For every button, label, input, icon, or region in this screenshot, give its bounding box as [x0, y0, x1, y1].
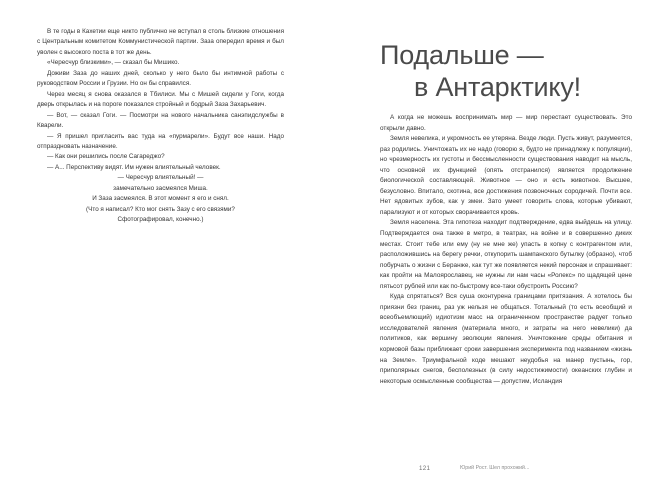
paragraph-centered: (Что я написал? Кто мог снять Зазу с его связями? [86, 205, 235, 213]
paragraph-centered: Сфотографировал, конечно.) [117, 216, 204, 224]
paragraph-centered: И Заза засмеялся. В этот момент я его и снял. [92, 195, 229, 203]
paragraph: — Как они решились после Сагареджо? [47, 153, 165, 161]
paragraph: Земля населена. Эта гипотеза находит подтверждение, едва выйдешь на улицу. Подтверждается она также в метро, в театрах, на войне и в совершенно диких местах. Стоит тебе или ему (ну не мне же) упасть в копну с контрагентом или, расположившись на берегу речки, откупорить шампанского бутылку (образно), чтоб побурчать о жизни с Беранже, как тут же появляется некий персонаж и спрашивает: как пройти на Малоярославец, не нужны ли нам часы «Ролекс» по щадящей цене пятьсот рублей или как по-быстрому все-таки обустроить Россию? [380, 219, 632, 290]
paragraph-centered: замечательно засмеялся Миша. [113, 184, 208, 192]
left-page [0, 0, 328, 500]
right-text-column [380, 113, 632, 387]
paragraph: Земля невелика, и укромность ее утеряна. Везде люди. Пусть живут, разумеется, раз родились. Уничтожать их не надо (говорю я, будто не принадлежу к популяции), но чрезмерность их густоты и бессмысленности существования наводит на мысль, что основной их функцией (опять отстранился) является продолжение биологической составляющей. Животное — оно и есть животное. Высшее, безусловно. Впитало, скотина, все достижения позвоночных сородичей. Почти все. Нет ядовитых зубов, как у змеи. Зато умеет говорить слова, которые убивают, парализуют и от которых сворачивается кровь. [380, 135, 632, 216]
paragraph-centered: — Чересчур влиятельный! — [117, 174, 204, 182]
paragraph: — Вот, — сказал Гоги. — Посмотри на нового начальника санэпидслужбы в Кварели. [37, 111, 284, 130]
running-head: Юрий Рост. Шел прохожий... [460, 465, 530, 471]
paragraph: Через месяц я снова оказался в Тбилиси. Мы с Мишей сидели у Гоги, когда дверь открылась и на пороге показался стройный и бодрый Заза Захарьевич. [37, 90, 284, 109]
paragraph: Куда спрятаться? Вся суша оконтурена границами притязания. А хотелось бы приязни без границ, раз уж нельзя не общаться. Тотальный (то есть всеобщий и всеобъемлющий) идиотизм масс на ограниченном пространстве радует только исследователей явления (материала много, и затраты на него невелики) да политиков, как вершину эволюции явления. Уничтожение среды обитания и кормовой базы приближает сроки завершения эксперимента под названием «жизнь на Земле». Триумфальной коде мешают неудобья на манер пустынь, гор, приполярных снегов, бесполезных (в силу недостижимости) океанских глубин и некоторые осмысленные сообщества — допустим, Исландия [380, 293, 632, 385]
right-page [328, 0, 657, 500]
left-text-column [37, 27, 284, 226]
paragraph: — Я пришел пригласить вас туда на «пурмарели». Будут все наши. Надо отпраздновать назначение. [37, 132, 284, 150]
paragraph: Доживи Заза до наших дней, сколько у него было бы интимной работы с руководством России и Грузии. Но он бы справился. [37, 69, 284, 88]
paragraph: «Чересчур близкими», — сказал бы Мишико. [47, 59, 180, 67]
page-footer [328, 465, 657, 477]
chapter-title [380, 40, 642, 103]
page-number: 121 [419, 465, 431, 472]
paragraph: А когда не можешь воспринимать мир — мир перестает существовать. Это открыли давно. [380, 114, 632, 132]
paragraph: — А... Перспективу видят. Им нужен влиятельный человек. [47, 163, 221, 171]
chapter-title-line-2: в Антарктику! [414, 71, 581, 102]
chapter-title-line-1: Подальше — [380, 40, 544, 71]
paragraph: В те годы в Кахетии еще никто публично не вступал в столь близкие отношения с Центральным комитетом Коммунистической партии. Заза опередил время и был уволен с высокого поста в тот же день. [37, 28, 284, 56]
